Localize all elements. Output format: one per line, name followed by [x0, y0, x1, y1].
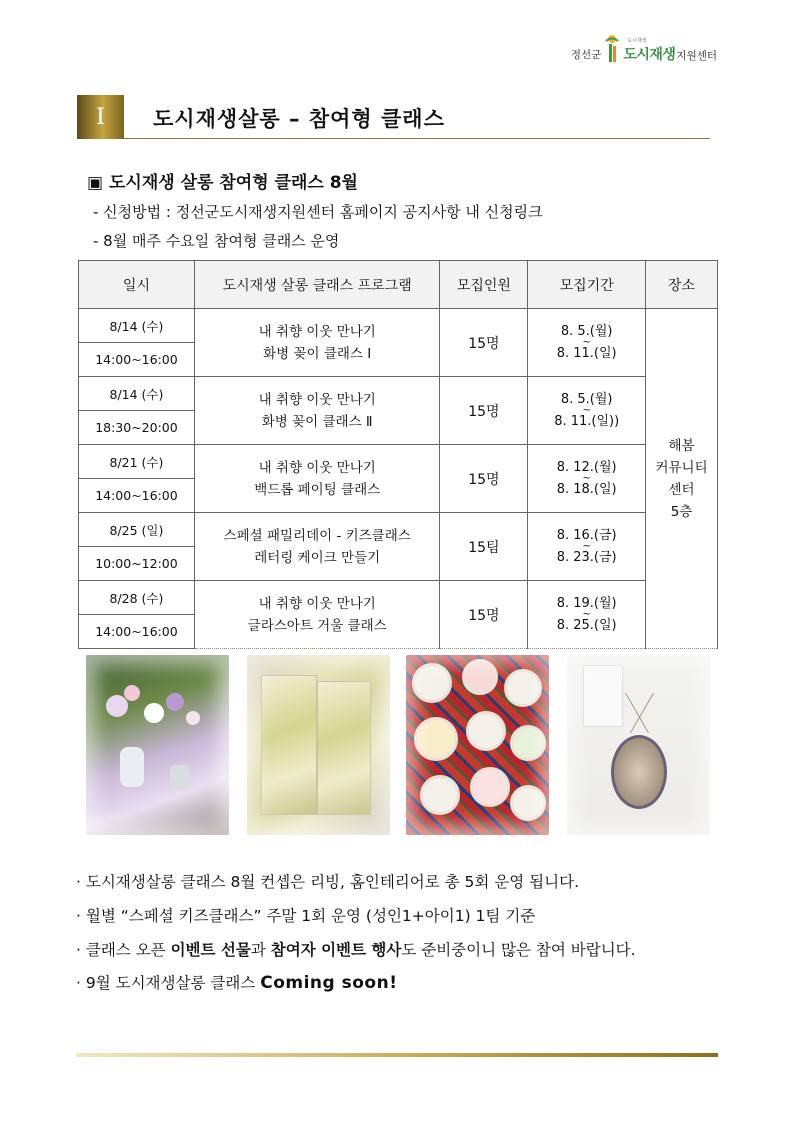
- note-events: [76, 938, 636, 960]
- program-line: 내 취향 이웃 만나기: [258, 459, 376, 476]
- table-row: [79, 513, 718, 547]
- class-program: [194, 581, 440, 649]
- header-location: 장소: [646, 261, 718, 309]
- coming-soon-label: Coming soon!: [260, 973, 398, 993]
- program-line: 레터링 케이크 만들기: [254, 549, 381, 566]
- logo-brand-sub: 지원센터: [676, 50, 717, 62]
- schedule-table: [78, 260, 718, 649]
- table-header-row: [79, 261, 718, 309]
- header-capacity: 모집인원: [440, 261, 528, 309]
- class-location: [646, 309, 718, 649]
- sub-heading: ▣ 도시재생 살롱 참여형 클래스 8월: [87, 173, 358, 193]
- note-concept: · 도시재생살롱 클래스 8월 컨셉은 리빙, 홈인테리어로 총 5회 운영 됩니다.: [76, 873, 580, 891]
- location-line: 5층: [670, 503, 693, 520]
- backdrop-painting-photo: [247, 655, 390, 835]
- note-events-text: 과: [250, 941, 271, 959]
- class-program: [194, 309, 440, 377]
- class-period: [528, 581, 646, 649]
- section-title: 도시재생살롱 – 참여형 클래스: [153, 107, 445, 131]
- footer-divider: [76, 1053, 718, 1057]
- period-start: 8. 5.(월): [560, 391, 613, 407]
- period-end: 8. 25.(일): [556, 617, 617, 633]
- location-line: 해봄: [668, 437, 695, 454]
- class-date: 8/25 (일): [79, 513, 195, 547]
- program-line: 백드롭 페이팅 클래스: [254, 481, 381, 498]
- section-header: [77, 95, 710, 139]
- header-program: 도시재생 살롱 클래스 프로그램: [194, 261, 440, 309]
- logo-figure-icon: [604, 34, 620, 64]
- header-datetime: 일시: [79, 261, 195, 309]
- note-events-text: 도 준비중이니 많은 참여 바랍니다.: [401, 941, 636, 959]
- period-tilde: ~: [582, 336, 591, 348]
- class-program: [194, 513, 440, 581]
- class-capacity: 15팀: [440, 513, 528, 581]
- class-time: 14:00~16:00: [79, 479, 195, 513]
- bullet-apply-method: - 신청방법 : 정선군도시재생지원센터 홈페이지 공지사항 내 신청링크: [93, 203, 543, 221]
- logo-brand-small: 도시재생: [627, 38, 647, 44]
- logo-brand: [623, 37, 717, 64]
- program-line: 내 취향 이웃 만나기: [258, 595, 376, 612]
- location-line: 커뮤니티: [655, 459, 708, 476]
- period-end: 8. 11.(일)): [554, 413, 620, 429]
- period-end: 8. 11.(일): [556, 345, 617, 361]
- program-line: 화병 꽂이 클래스 Ⅱ: [261, 413, 373, 430]
- program-line: 화병 꽂이 클래스 Ⅰ: [263, 345, 372, 362]
- table-row: [79, 309, 718, 343]
- note-coming-text: · 9월 도시재생살롱 클래스: [76, 974, 261, 992]
- class-period: [528, 513, 646, 581]
- class-date: 8/21 (수): [79, 445, 195, 479]
- section-number: I: [77, 95, 124, 139]
- note-events-text: · 클래스 오픈: [76, 941, 171, 959]
- class-time: 10:00~12:00: [79, 547, 195, 581]
- lettering-cake-photo: [406, 655, 549, 835]
- note-coming-soon: [76, 971, 397, 993]
- glass-art-mirror-photo: [567, 655, 710, 835]
- class-date: 8/28 (수): [79, 581, 195, 615]
- program-line: 내 취향 이웃 만나기: [258, 323, 376, 340]
- location-line: 센터: [668, 481, 695, 498]
- period-end: 8. 23.(금): [556, 549, 617, 565]
- period-tilde: ~: [582, 608, 591, 620]
- logo-prefix: 정선군: [570, 49, 602, 61]
- program-line: 글라스아트 거울 클래스: [247, 617, 387, 634]
- class-time: 14:00~16:00: [79, 615, 195, 649]
- period-tilde: ~: [582, 472, 591, 484]
- program-line: 스페셜 패밀리데이 - 키즈클래스: [223, 527, 411, 544]
- header-period: 모집기간: [528, 261, 646, 309]
- note-event-gift: 이벤트 선물: [170, 941, 251, 959]
- note-participant-event: 참여자 이벤트 행사: [270, 941, 402, 959]
- class-program: [194, 377, 440, 445]
- period-tilde: ~: [582, 404, 591, 416]
- period-start: 8. 5.(월): [560, 323, 613, 339]
- period-end: 8. 18.(일): [556, 481, 617, 497]
- section-underline: [124, 138, 710, 139]
- class-capacity: 15명: [440, 377, 528, 445]
- period-tilde: ~: [582, 540, 591, 552]
- class-capacity: 15명: [440, 309, 528, 377]
- class-period: [528, 445, 646, 513]
- class-date: 8/14 (수): [79, 377, 195, 411]
- table-row: [79, 377, 718, 411]
- flower-arrangement-photo: [86, 655, 229, 835]
- logo-brand-main: 도시재생: [623, 47, 676, 63]
- bullet-schedule: - 8월 매주 수요일 참여형 클래스 운영: [93, 232, 340, 250]
- table-row: [79, 445, 718, 479]
- center-logo: [571, 34, 717, 64]
- class-time: 14:00~16:00: [79, 343, 195, 377]
- note-kids-class: · 월별 “스페셜 키즈클래스” 주말 1회 운영 (성인1+아이1) 1팀 기준: [76, 907, 536, 925]
- class-capacity: 15명: [440, 445, 528, 513]
- class-program: [194, 445, 440, 513]
- program-line: 내 취향 이웃 만나기: [258, 391, 376, 408]
- class-period: [528, 309, 646, 377]
- table-row: [79, 581, 718, 615]
- period-start: 8. 16.(금): [556, 527, 617, 543]
- class-date: 8/14 (수): [79, 309, 195, 343]
- class-capacity: 15명: [440, 581, 528, 649]
- class-period: [528, 377, 646, 445]
- class-time: 18:30~20:00: [79, 411, 195, 445]
- period-start: 8. 12.(월): [556, 459, 617, 475]
- period-start: 8. 19.(월): [556, 595, 617, 611]
